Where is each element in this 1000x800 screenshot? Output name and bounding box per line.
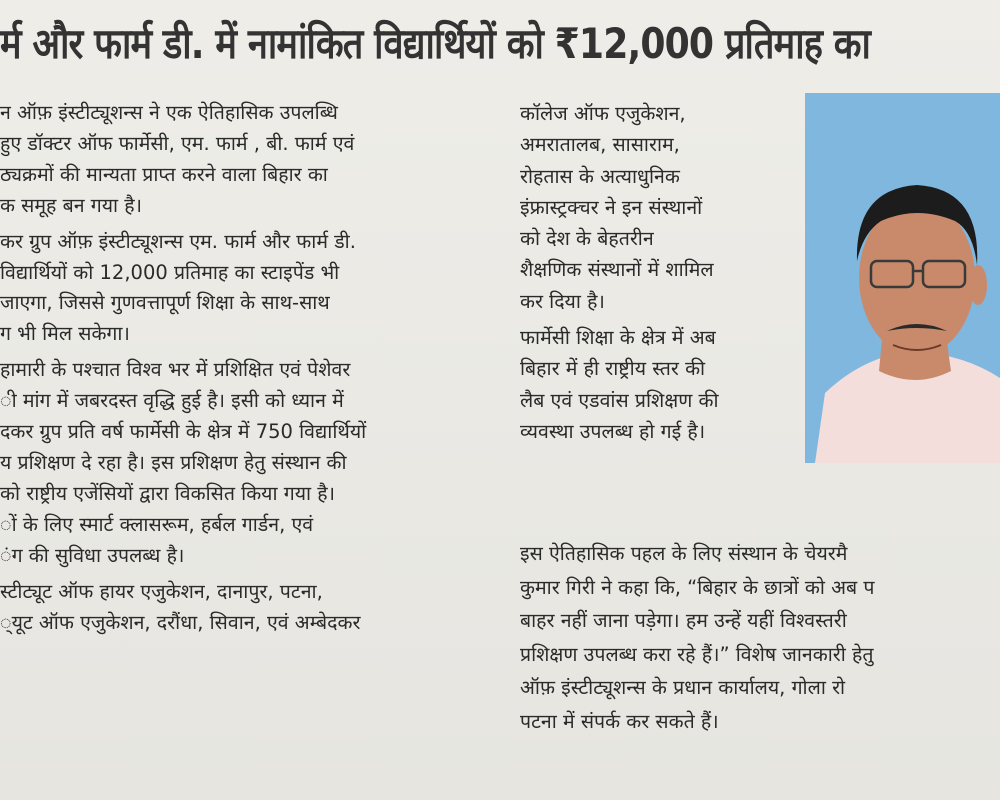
left-column-text-line: ी मांग में जबरदस्त वृद्धि हुई है। इसी को ध्यान में [0,389,344,413]
article-column-left [0,98,498,643]
middle-column-text-line: लैब एवं एडवांस प्रशिक्षण की [520,388,719,412]
left-column-paragraph [0,577,498,639]
article-column-bottom-right [520,537,1000,743]
left-column-text-line: य प्रशिक्षण दे रहा है। इस प्रशिक्षण हेतु संस्थान की [0,450,347,474]
middle-column-text-line: कर दिया है। [520,289,605,313]
middle-column-text-line: व्यवस्था उपलब्ध हो गई है। [520,419,706,443]
bottom-right-column-text-line: कुमार गिरी ने कहा कि, “बिहार के छात्रों को अब प [520,575,875,599]
bottom-right-column-paragraph [520,537,1000,738]
middle-column-paragraph [520,322,795,447]
left-column-text-line: क समूह बन गया है। [0,193,143,217]
middle-column-text-line: बिहार में ही राष्ट्रीय स्तर की [520,357,706,381]
left-column-text-line: ों के लिए स्मार्ट क्लासरूम, हर्बल गार्डन, एवं [0,512,314,536]
middle-column-text-line: अमरातालब, सासाराम, [520,133,680,157]
middle-column-text-line: इंफ्रास्ट्रक्चर ने इन संस्थानों [520,195,703,219]
article-column-middle [520,98,795,452]
left-column-text-line: जाएगा, जिससे गुणवत्तापूर्ण शिक्षा के साथ-साथ [0,291,330,315]
left-column-text-line: को राष्ट्रीय एजेंसियों द्वारा विकसित किया गया है। [0,481,336,505]
left-column-text-line: विद्यार्थियों को 12,000 प्रतिमाह का स्टाइपेंड भी [0,260,340,284]
bottom-right-column-text-line: बाहर नहीं जाना पड़ेगा। हम उन्हें यहीं विश्वस्तरी [520,609,847,632]
left-column-text-line: ंग की सुविधा उपलब्ध है। [0,543,185,567]
headline: र्म और फार्म डी. में नामांकित विद्यार्थियों को ₹12,000 प्रतिमाह का [0,19,871,68]
left-column-text-line: कर ग्रुप ऑफ़ इंस्टीट्यूशन्स एम. फार्म और फार्म डी. [0,229,356,253]
left-column-text-line: हामारी के पश्चात विश्व भर में प्रशिक्षित एवं पेशेवर [0,358,351,382]
left-column-paragraph [0,227,498,351]
left-column-text-line: ग भी मिल सकेगा। [0,322,130,346]
middle-column-text-line: रोहतास के अत्याधुनिक [520,164,680,188]
left-column-text-line: हुए डॉक्टर ऑफ फार्मेसी, एम. फार्म , बी. फार्म एवं [0,131,355,155]
middle-column-text-line: फार्मेसी शिक्षा के क्षेत्र में अब [520,326,716,350]
left-column-paragraph [0,98,498,222]
left-column-text-line: दकर ग्रुप प्रति वर्ष फार्मेसी के क्षेत्र में 750 विद्यार्थियों [0,420,367,444]
bottom-right-column-text-line: प्रशिक्षण उपलब्ध करा रहे हैं।” विशेष जानकारी हेतु [520,642,874,666]
middle-column-text-line: को देश के बेहतरीन [520,227,654,251]
chairman-portrait [805,93,1000,463]
middle-column-text-line: शैक्षणिक संस्थानों में शामिल [520,258,714,282]
left-column-text-line: स्टीट्यूट ऑफ हायर एजुकेशन, दानापुर, पटना, [0,579,323,603]
middle-column-paragraph [520,98,795,317]
left-column-text-line: ठ्यक्रमों की मान्यता प्राप्त करने वाला बिहार का [0,162,328,186]
portrait-illustration [805,93,1000,463]
left-column-paragraph [0,355,498,571]
bottom-right-column-text-line: पटना में संपर्क कर सकते हैं। [520,709,719,733]
middle-column-text-line: कॉलेज ऑफ एजुकेशन, [520,102,686,125]
left-column-text-line: न ऑफ़ इंस्टीट्यूशन्स ने एक ऐतिहासिक उपलब्धि [0,101,338,124]
bottom-right-column-text-line: ऑफ़ इंस्टीट्यूशन्स के प्रधान कार्यालय, गोला रो [520,676,846,699]
bottom-right-column-text-line: इस ऐतिहासिक पहल के लिए संस्थान के चेयरमै [520,542,848,565]
left-column-text-line: ्यूट ऑफ एजुकेशन, दरौंधा, सिवान, एवं अम्बेदकर [0,610,361,634]
